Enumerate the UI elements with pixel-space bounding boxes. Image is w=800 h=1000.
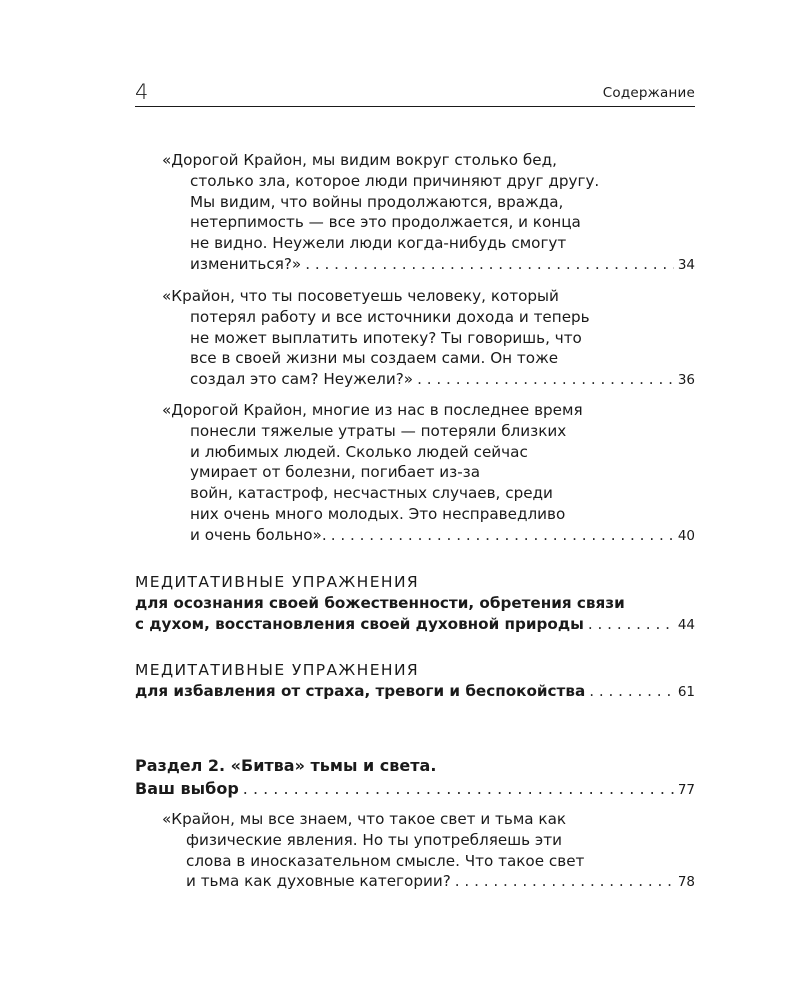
dot-leader bbox=[588, 614, 674, 635]
section-page-number: 61 bbox=[677, 684, 695, 700]
entry-page-number: 34 bbox=[677, 256, 695, 273]
entry-line: «Крайон, мы все знаем, что такое свет и тьма как bbox=[162, 810, 567, 828]
dot-leader bbox=[589, 681, 674, 702]
toc-part-entry[interactable] bbox=[135, 754, 695, 800]
dot-leader bbox=[305, 254, 674, 275]
entry-line: столько зла, которое люди причиняют друг другу. bbox=[190, 171, 600, 190]
entry-line: понесли тяжелые утраты — потеряли близких bbox=[190, 421, 567, 440]
entry-line: не может выплатить ипотеку? Ты говоришь, что bbox=[190, 328, 582, 347]
entry-page-number: 78 bbox=[677, 874, 695, 891]
entry-last-line bbox=[162, 525, 695, 546]
dot-leader bbox=[331, 525, 674, 546]
entry-line: все в своей жизни мы создаем сами. Он тоже bbox=[190, 349, 559, 368]
dot-leader bbox=[417, 369, 674, 390]
entry-line: нетерпимость — все это продолжается, и конца bbox=[190, 213, 581, 232]
section-page-number: 44 bbox=[677, 617, 695, 633]
section-title: МЕДИТАТИВНЫЕ УПРАЖНЕНИЯ bbox=[135, 573, 420, 591]
toc-page bbox=[135, 0, 695, 1000]
dot-leader bbox=[243, 777, 674, 800]
page-header bbox=[135, 80, 695, 107]
entry-line: не видно. Неужели люди когда-нибудь смогут bbox=[190, 234, 567, 253]
toc-entry[interactable] bbox=[162, 400, 695, 546]
toc-section-entry[interactable] bbox=[135, 681, 695, 702]
entry-line: измениться?» bbox=[190, 254, 302, 273]
entry-line: «Крайон, что ты посоветуешь человеку, который bbox=[162, 287, 559, 305]
entry-page-number: 36 bbox=[677, 372, 695, 389]
toc-section-entry[interactable] bbox=[135, 593, 695, 635]
entry-line: потерял работу и все источники дохода и теперь bbox=[190, 307, 590, 326]
entry-line: умирает от болезни, погибает из-за bbox=[190, 463, 481, 482]
entry-line: и тьма как духовные категории? bbox=[186, 872, 451, 891]
section-line: для осознания своей божественности, обретения связи bbox=[135, 594, 625, 612]
part-title-line: Ваш выбор bbox=[135, 779, 239, 798]
running-title: Содержание bbox=[602, 85, 695, 101]
entry-line: создал это сам? Неужели?» bbox=[190, 370, 414, 389]
section-last-line bbox=[135, 681, 695, 702]
entry-line: «Дорогой Крайон, мы видим вокруг столько бед, bbox=[162, 151, 557, 169]
toc-entry[interactable] bbox=[162, 150, 695, 275]
section-last-line bbox=[135, 614, 695, 635]
entry-last-line bbox=[162, 254, 695, 275]
entry-last-line bbox=[162, 871, 695, 892]
entry-line: «Дорогой Крайон, многие из нас в последнее время bbox=[162, 401, 583, 419]
entry-line: них очень много молодых. Это несправедливо bbox=[190, 504, 566, 523]
section-line: с духом, восстановления своей духовной природы bbox=[135, 615, 584, 633]
entry-line: физические явления. Но ты употребляешь эти bbox=[186, 830, 562, 849]
entry-line: войн, катастроф, несчастных случаев, среди bbox=[190, 484, 553, 503]
part-page-number: 77 bbox=[677, 782, 695, 798]
dot-leader bbox=[455, 871, 674, 892]
entry-line: и любимых людей. Сколько людей сейчас bbox=[190, 442, 528, 461]
page-number: 4 bbox=[135, 80, 149, 104]
entry-line: слова в иносказательном смысле. Что такое свет bbox=[186, 851, 585, 870]
entry-line: и очень больно». bbox=[190, 525, 327, 544]
section-line: для избавления от страха, тревоги и беспокойства bbox=[135, 682, 586, 700]
entry-line: Мы видим, что войны продолжаются, вражда, bbox=[190, 192, 564, 211]
entry-page-number: 40 bbox=[677, 527, 695, 544]
toc-entry[interactable] bbox=[162, 286, 695, 390]
toc-entry[interactable] bbox=[162, 809, 695, 892]
part-title-line: Раздел 2. «Битва» тьмы и света. bbox=[135, 756, 437, 775]
part-last-line bbox=[135, 777, 695, 800]
entry-last-line bbox=[162, 369, 695, 390]
section-title: МЕДИТАТИВНЫЕ УПРАЖНЕНИЯ bbox=[135, 661, 420, 679]
